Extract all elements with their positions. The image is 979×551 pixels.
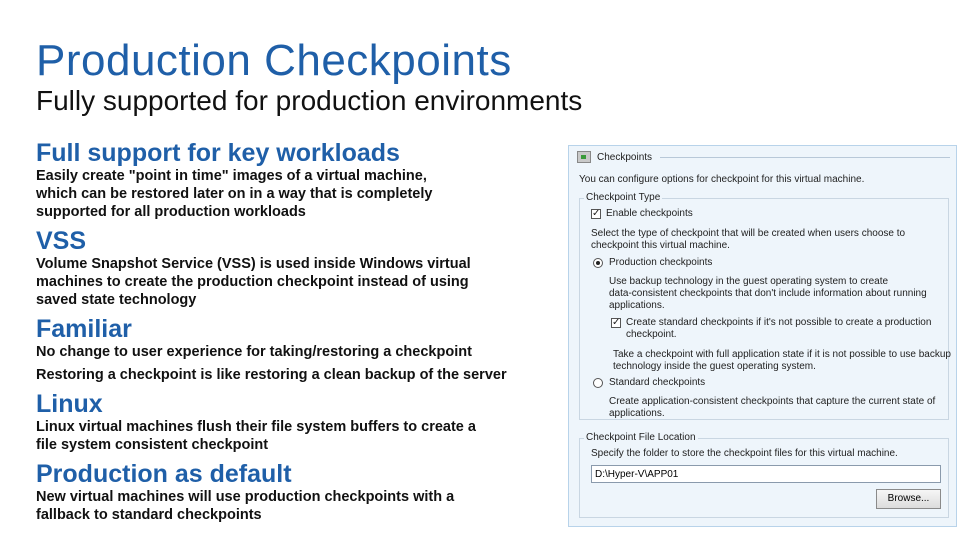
section-text: New virtual machines will use production checkpoints with a fallback to standard checkpoints — [36, 489, 455, 523]
fallback-label: checkpoint. — [626, 329, 677, 340]
section-familiar — [36, 316, 536, 384]
production-desc: applications. — [609, 300, 665, 311]
section-full-support — [36, 140, 536, 221]
feature-list — [36, 140, 536, 524]
production-checkpoints-label: Production checkpoints — [609, 257, 713, 268]
select-type-desc: Select the type of checkpoint that will be created when users choose to — [591, 228, 906, 239]
group-label: Checkpoint Type — [586, 192, 661, 203]
group-label: Checkpoint File Location — [586, 432, 696, 443]
select-type-desc: checkpoint this virtual machine. — [591, 240, 730, 251]
standard-checkpoints-radio[interactable] — [593, 378, 603, 388]
checkpoint-location-input[interactable] — [591, 465, 941, 483]
browse-button[interactable]: Browse... — [876, 489, 941, 509]
section-text: No change to user experience for taking/restoring a checkpoint — [36, 344, 472, 360]
section-vss — [36, 228, 536, 309]
slide-subtitle: Fully supported for production environments — [36, 85, 583, 116]
standard-note: Take a checkpoint with full application state if it is not possible to use backup — [613, 349, 951, 360]
dialog-header — [577, 151, 950, 163]
production-checkpoints-radio[interactable] — [593, 258, 603, 268]
enable-checkpoints-label: Enable checkpoints — [606, 208, 693, 219]
standard-note: technology inside the guest operating system. — [613, 361, 816, 372]
production-desc: data-consistent checkpoints that don't include information about running — [609, 288, 927, 299]
section-text: Easily create "point in time" images of a virtual machine, which can be restored later on in a way that is completely supported for all production workloads — [36, 168, 433, 220]
location-desc: Specify the folder to store the checkpoint files for this virtual machine. — [591, 448, 898, 459]
dialog-header-label: Checkpoints — [597, 151, 653, 163]
section-heading: Linux — [36, 390, 103, 418]
standard-desc: applications. — [609, 408, 665, 419]
section-text: Linux virtual machines flush their file system buffers to create a file system consistent checkpoint — [36, 419, 476, 453]
fallback-standard-checkbox[interactable]: ✓ — [612, 317, 621, 328]
enable-checkpoints-checkbox[interactable]: ✓ — [592, 208, 601, 219]
section-text: Restoring a checkpoint is like restoring a clean backup of the server — [36, 367, 507, 383]
standard-desc: Create application-consistent checkpoints that capture the current state of — [609, 396, 936, 407]
slide-title: Production Checkpoints — [36, 36, 512, 85]
section-heading: Full support for key workloads — [36, 139, 400, 167]
standard-checkpoints-label: Standard checkpoints — [609, 377, 706, 388]
section-linux — [36, 391, 536, 454]
section-heading: Production as default — [36, 460, 292, 488]
section-heading: VSS — [36, 227, 87, 255]
checkpoint-icon — [577, 151, 591, 163]
fallback-label: Create standard checkpoints if it's not possible to create a production — [626, 317, 932, 328]
section-text: Volume Snapshot Service (VSS) is used inside Windows virtual machines to create the production checkpoint instead of using saved state technology — [36, 256, 471, 308]
dialog-intro: You can configure options for checkpoint for this virtual machine. — [579, 174, 865, 185]
production-desc: Use backup technology in the guest operating system to create — [609, 276, 889, 287]
section-heading: Familiar — [36, 315, 132, 343]
header-divider — [660, 157, 950, 158]
section-production-default — [36, 461, 536, 524]
